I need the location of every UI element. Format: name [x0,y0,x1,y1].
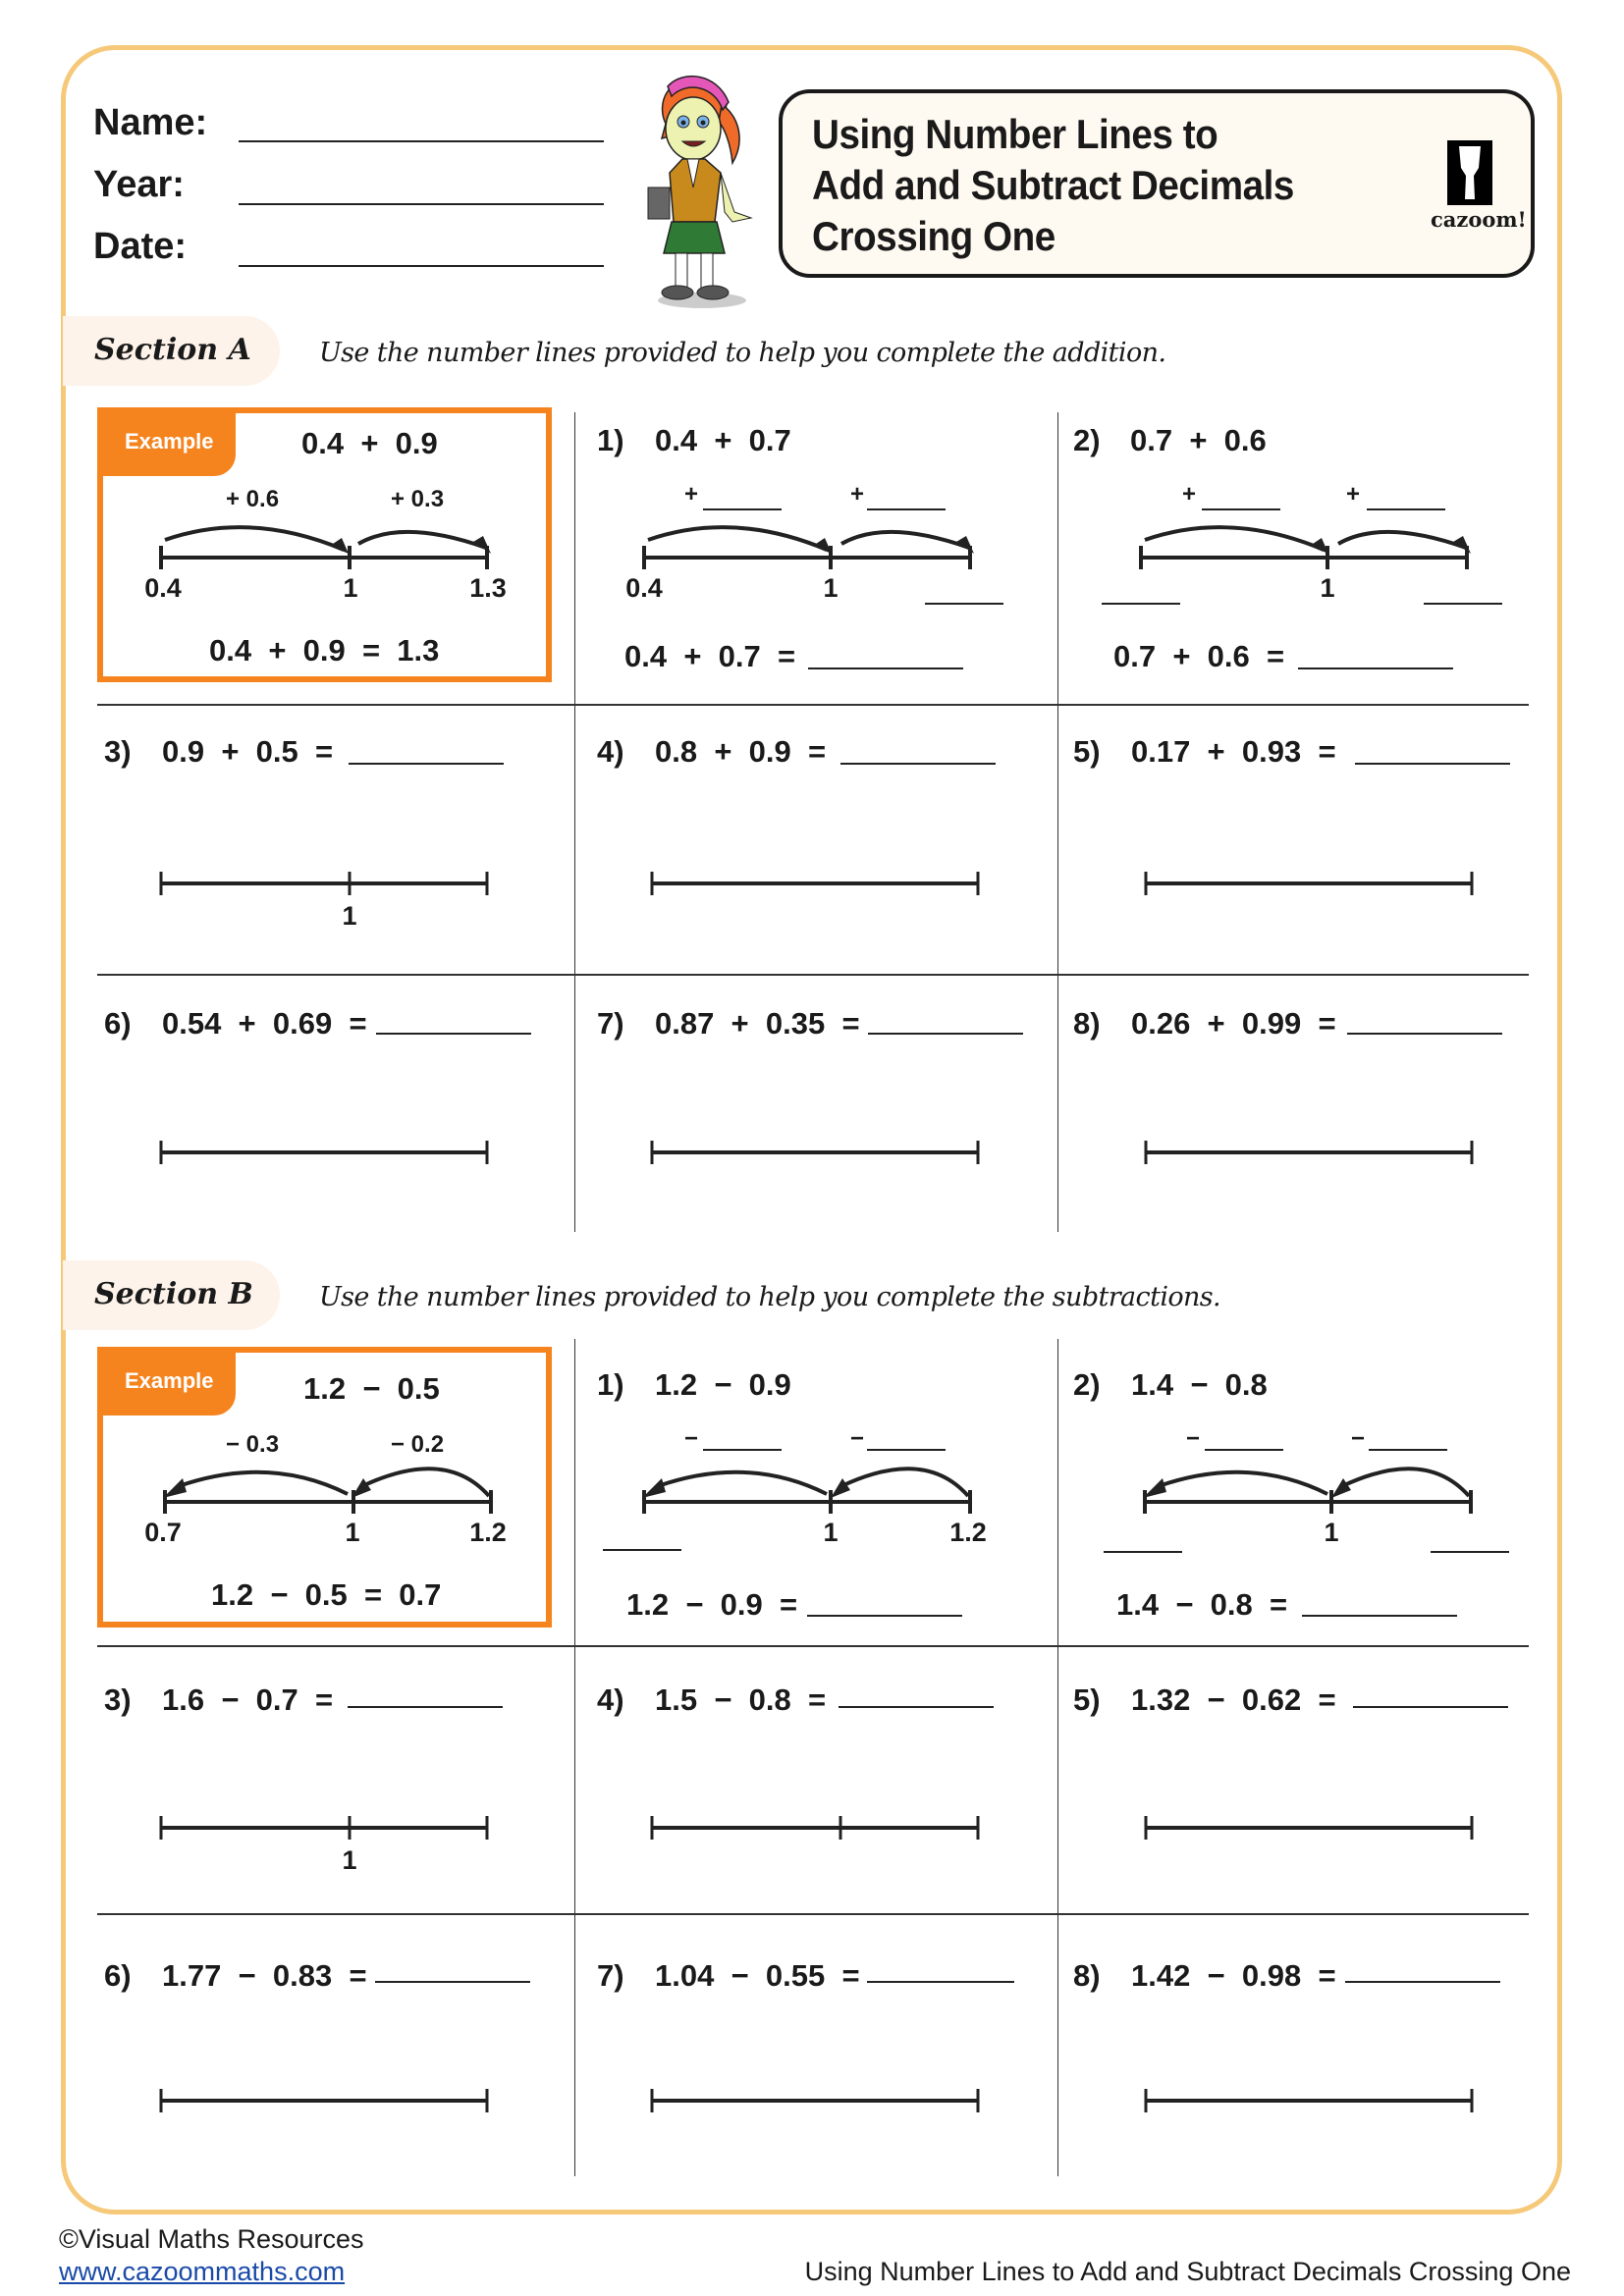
title-box [779,89,1535,278]
number-line [640,510,974,569]
number-line [650,872,984,895]
example-tag: Example [103,413,236,476]
equation: 0.4 + 0.7 = [624,639,796,673]
question-expression: 0.9 + 0.5 = [162,734,334,769]
jump-blank[interactable] [867,1449,946,1451]
jump-label: + 0.6 [226,486,280,512]
example-answer: 1.2 − 0.5 = 0.7 [211,1577,442,1612]
website-link[interactable]: www.cazoommaths.com [59,2257,346,2286]
question-number: 4) [597,734,624,769]
tick-label: 0.7 [144,1518,182,1547]
example-tag: Example [103,1353,236,1415]
answer-blank[interactable] [1353,1706,1508,1708]
question-expression: 1.6 − 0.7 = [162,1682,334,1717]
tick-label: 1 [342,901,357,931]
question-number: 5) [1073,734,1101,769]
name-label: Name: [93,102,208,143]
jump-blank[interactable] [1205,1449,1283,1451]
tick-label: 1.3 [469,573,507,603]
answer-blank[interactable] [376,1033,531,1035]
answer-blank[interactable] [839,1706,994,1708]
jump-sign: − [684,1425,699,1452]
question-number: 6) [104,1958,132,1993]
tick-label: 1.2 [469,1518,507,1547]
answer-blank[interactable] [808,667,963,669]
question-expression: 0.17 + 0.93 = [1131,734,1336,769]
grid-divider [97,1645,1529,1647]
answer-blank[interactable] [1355,763,1510,765]
section-b-label: Section B [94,1277,253,1311]
tick-label: 1.2 [949,1518,987,1547]
end-value-blank[interactable] [925,603,1003,605]
jump-label: − 0.3 [226,1431,280,1458]
grid-divider [574,412,575,1232]
number-line [161,1455,495,1514]
number-line [1141,1455,1475,1514]
question-number: 8) [1073,1958,1101,1993]
footer-title: Using Number Lines to Add and Subtract Decimals Crossing One [804,2257,1571,2286]
question-expression: 1.32 − 0.62 = [1131,1682,1336,1717]
start-value-blank[interactable] [1102,603,1180,605]
question-number: 1) [597,423,624,457]
answer-blank[interactable] [867,1981,1014,1983]
question-expression: 0.54 + 0.69 = [162,1006,367,1041]
number-line [1137,510,1471,569]
example-question: 0.4 + 0.9 [301,426,438,460]
tick-label: 1 [342,1845,357,1875]
number-line [1144,2089,1478,2112]
section-b-instruction: Use the number lines provided to help you complete the subtractions. [319,1282,1221,1312]
question-number: 3) [104,734,132,769]
question-expression: 0.26 + 0.99 = [1131,1006,1336,1041]
jump-sign: + [1182,481,1197,507]
equation: 0.7 + 0.6 = [1113,639,1285,673]
question-number: 6) [104,1006,132,1041]
start-value-blank[interactable] [1104,1551,1182,1553]
question-number: 7) [597,1006,624,1041]
number-line [650,1816,984,1840]
jump-label: − 0.2 [391,1431,445,1458]
answer-blank[interactable] [868,1033,1023,1035]
section-a-label: Section A [94,333,251,367]
question-expression: 1.04 − 0.55 = [655,1958,860,1993]
number-line [159,1141,493,1164]
question-expression: 1.2 − 0.9 [655,1367,791,1402]
grid-divider [1057,1339,1058,2176]
number-line [1144,872,1478,895]
grid-divider [97,974,1529,976]
cazoom-logo: cazoom! [1431,140,1509,232]
jump-sign: + [850,481,865,507]
tick-label: 0.4 [144,573,182,603]
start-value-blank[interactable] [603,1549,681,1551]
answer-blank[interactable] [1345,1981,1500,1983]
year-label: Year: [93,164,185,205]
jump-blank[interactable] [703,1449,782,1451]
grid-divider [97,1913,1529,1915]
tick-label: 1 [823,1518,839,1547]
end-value-blank[interactable] [1424,603,1502,605]
mascot-girl-icon [628,65,766,310]
tick-label: 1 [345,1518,360,1547]
question-expression: 1.42 − 0.98 = [1131,1958,1336,1993]
number-line [650,1141,984,1164]
date-label: Date: [93,226,188,267]
jump-sign: + [1346,481,1361,507]
page-border [61,45,1562,2215]
example-answer: 0.4 + 0.9 = 1.3 [209,633,440,667]
answer-blank[interactable] [375,1981,530,1983]
drum-icon [1447,140,1492,205]
number-line [159,2089,493,2112]
tick-label: 1 [343,573,358,603]
question-number: 2) [1073,423,1101,457]
question-number: 3) [104,1682,132,1717]
question-expression: 1.77 − 0.83 = [162,1958,367,1993]
number-line [1144,1141,1478,1164]
grid-divider [574,1339,575,2176]
end-value-blank[interactable] [1431,1551,1509,1553]
number-line [1144,1816,1478,1840]
copyright-text: ©Visual Maths Resources [59,2224,364,2254]
answer-blank[interactable] [840,763,996,765]
jump-label: + 0.3 [391,486,445,512]
jump-sign: − [1351,1425,1366,1452]
question-expression: 1.5 − 0.8 = [655,1682,827,1717]
section-a-instruction: Use the number lines provided to help you complete the addition. [319,338,1166,368]
jump-sign: + [684,481,699,507]
question-expression: 0.8 + 0.9 = [655,734,827,769]
number-line [159,1816,493,1840]
answer-blank[interactable] [1302,1615,1457,1617]
question-number: 1) [597,1367,624,1402]
answer-blank[interactable] [348,1706,503,1708]
number-line [157,510,491,569]
answer-blank[interactable] [1298,667,1453,669]
jump-sign: − [1186,1425,1201,1452]
answer-blank[interactable] [1347,1033,1502,1035]
tick-label: 1 [1320,573,1335,603]
date-field[interactable] [239,265,604,267]
answer-blank[interactable] [349,763,504,765]
answer-blank[interactable] [807,1615,962,1617]
tick-label: 0.4 [625,573,663,603]
number-line [650,2089,984,2112]
number-line [640,1455,974,1514]
question-expression: 1.4 − 0.8 [1131,1367,1268,1402]
question-expression: 0.7 + 0.6 [1130,423,1267,457]
question-number: 4) [597,1682,624,1717]
tick-label: 1 [823,573,839,603]
equation: 1.4 − 0.8 = [1116,1587,1288,1622]
question-number: 7) [597,1958,624,1993]
example-question: 1.2 − 0.5 [303,1371,440,1406]
grid-divider [1057,412,1058,1232]
question-expression: 0.4 + 0.7 [655,423,791,457]
question-expression: 0.87 + 0.35 = [655,1006,860,1041]
question-number: 5) [1073,1682,1101,1717]
number-line [159,872,493,895]
grid-divider [97,704,1529,706]
jump-sign: − [850,1425,865,1452]
question-number: 8) [1073,1006,1101,1041]
worksheet-title: Using Number Lines to Add and Subtract Decimals Crossing One [812,111,1294,259]
year-field[interactable] [239,203,604,205]
tick-label: 1 [1324,1518,1339,1547]
jump-blank[interactable] [1369,1449,1447,1451]
name-field[interactable] [239,140,604,142]
equation: 1.2 − 0.9 = [626,1587,798,1622]
question-number: 2) [1073,1367,1101,1402]
